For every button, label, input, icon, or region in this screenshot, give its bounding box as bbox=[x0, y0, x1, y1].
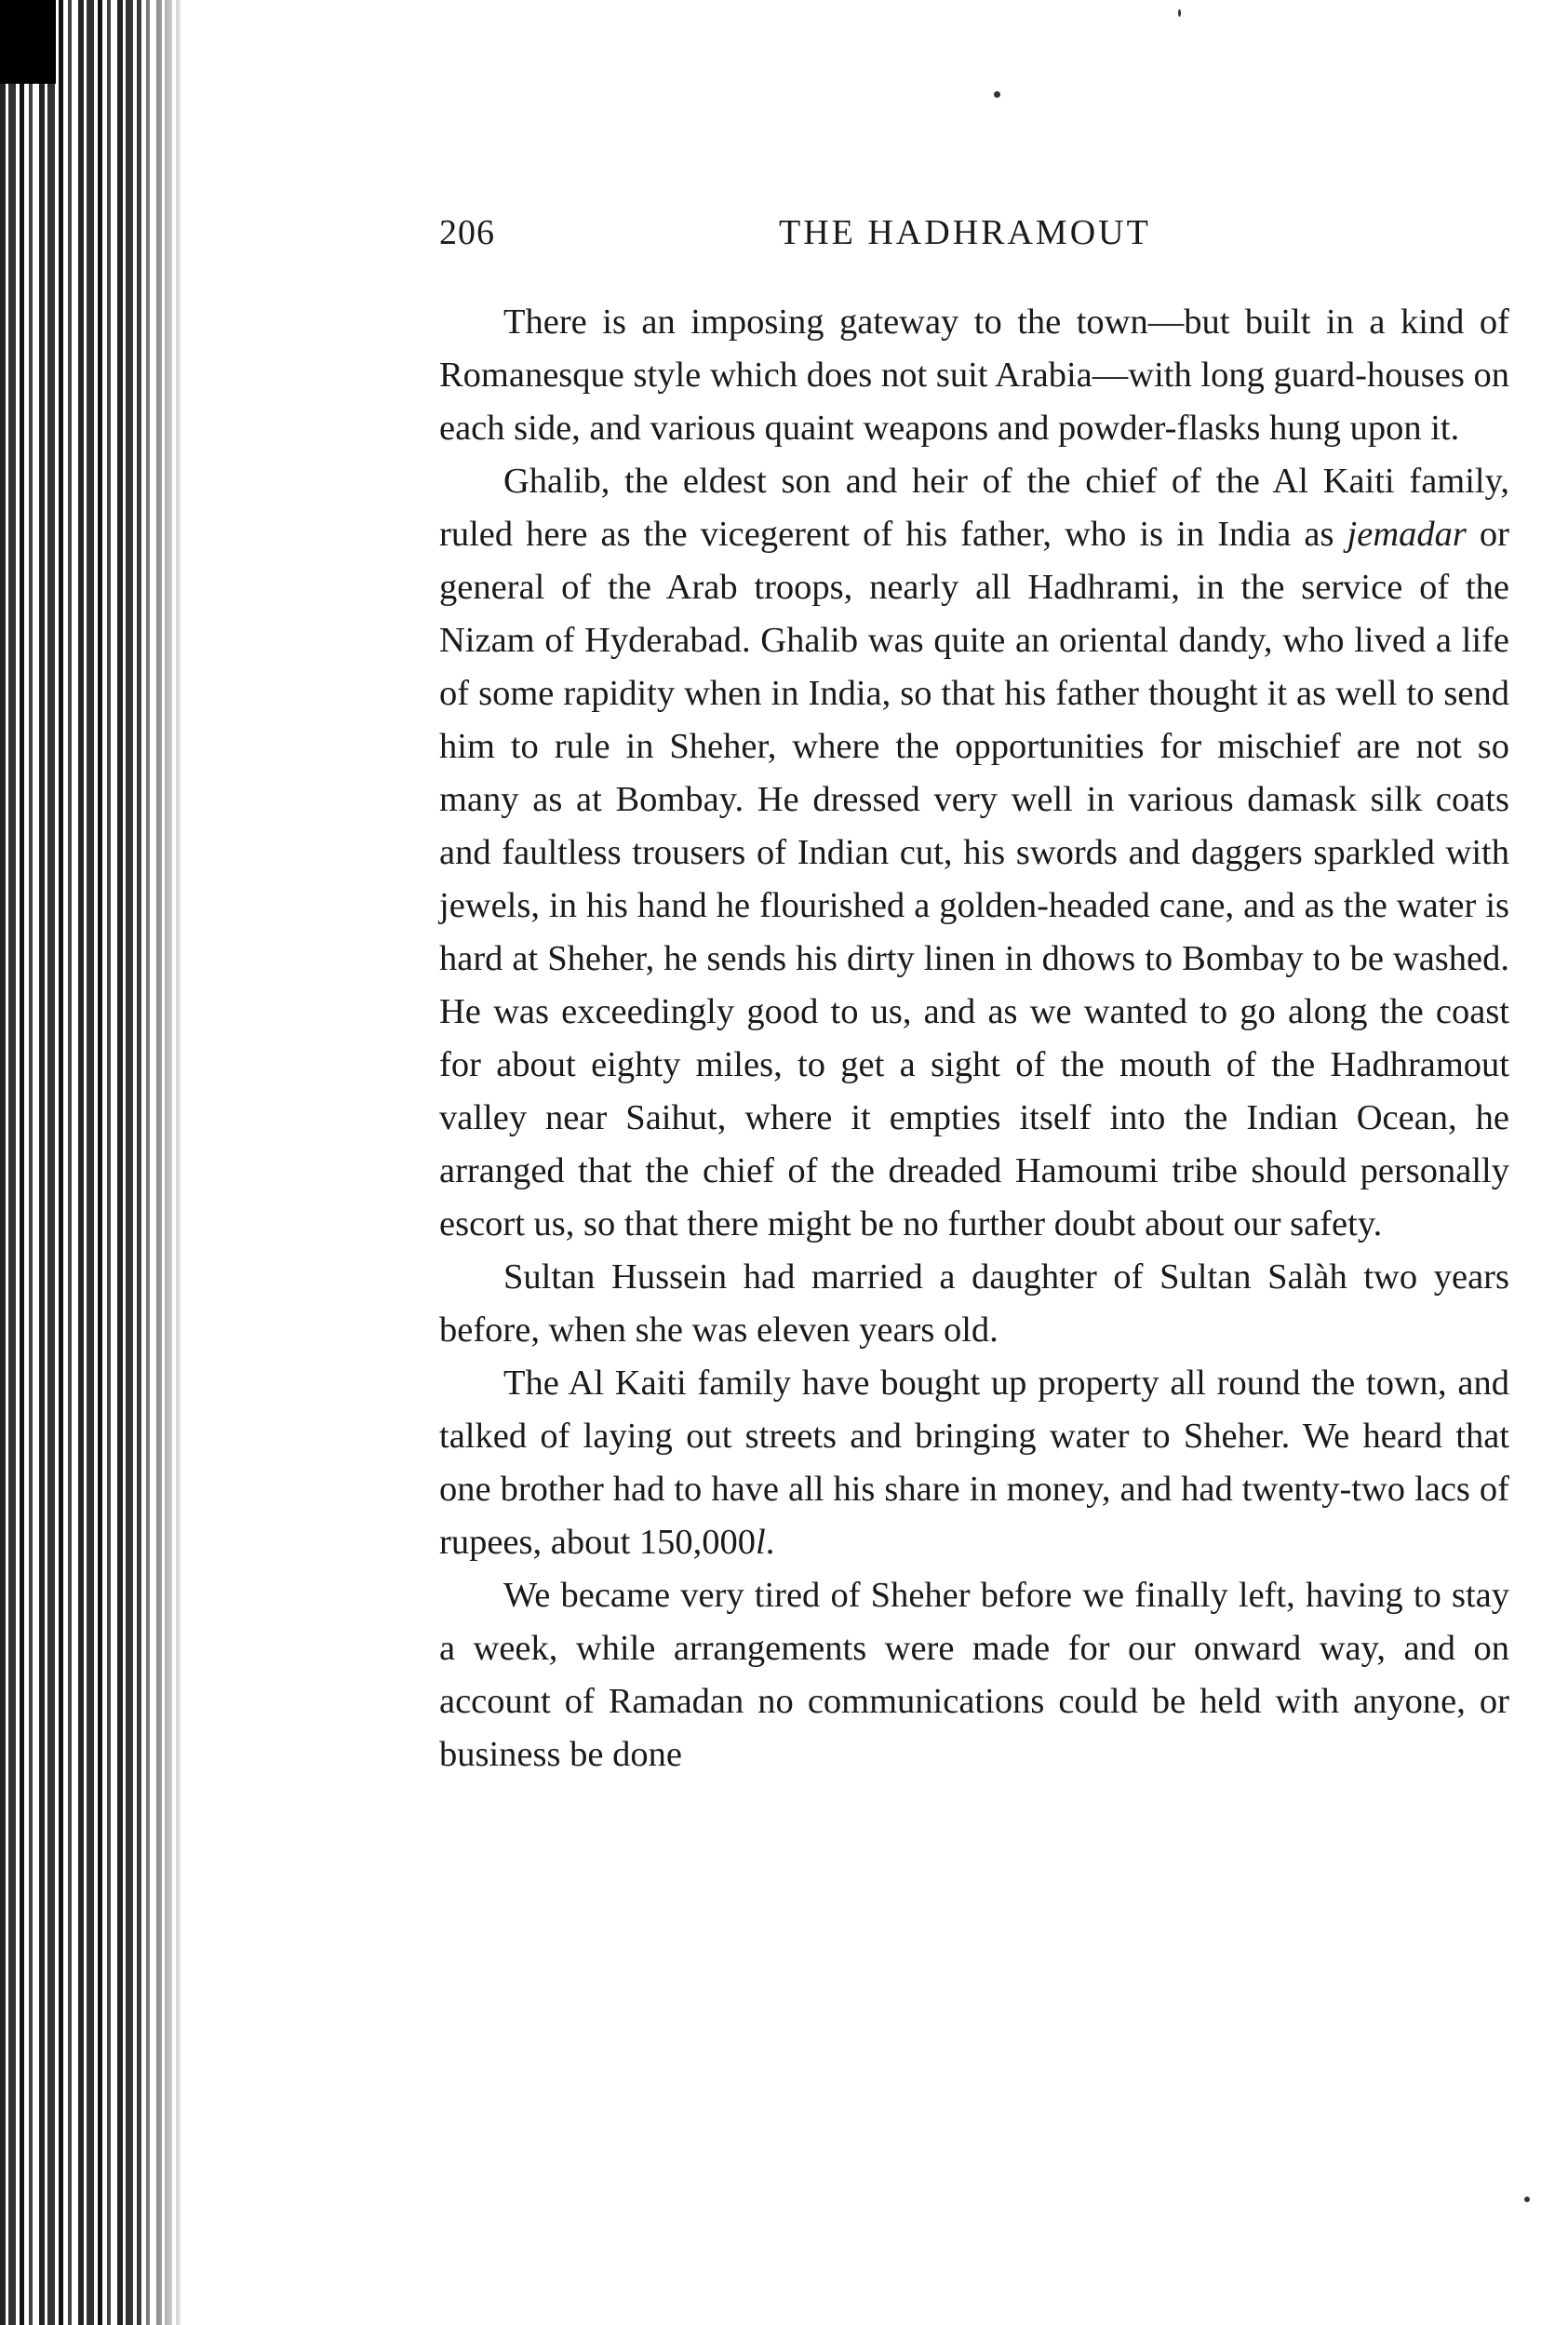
body-text bbox=[439, 296, 1509, 1781]
italic-text: l bbox=[756, 1523, 766, 1562]
italic-text: jemadar bbox=[1347, 515, 1467, 554]
scan-speck bbox=[1178, 9, 1181, 17]
text-segment: The Al Kaiti family have bought up property all round the town, and talked of laying out streets and bringing water to Sheher. We heard that one brother had to have all his share in money, and had twenty-two lacs of rupees, about 150,000 bbox=[439, 1364, 1509, 1562]
scan-speck bbox=[1524, 2197, 1530, 2202]
paragraph bbox=[439, 1251, 1509, 1357]
paragraph bbox=[439, 296, 1509, 455]
scanned-binding-edge bbox=[0, 0, 186, 2325]
page-number: 206 bbox=[439, 213, 495, 252]
text-segment: Ghalib, the eldest son and heir of the chief of the Al Kaiti family, ruled here as the vicegerent of his father, who is in India as bbox=[439, 462, 1509, 554]
text-segment: We became very tired of Sheher before we finally left, having to stay a week, while arrangements were made for our onward way, and on account of Ramadan no communications could be held with anyone, or business be done bbox=[439, 1576, 1509, 1774]
text-segment: or general of the Arab troops, nearly all Hadhrami, in the service of the Nizam of Hyderabad. Ghalib was quite an oriental dandy, who lived a life of some rapidity when in India, so that his father thought it as well to send him to rule in Sheher, where the opportunities for mischief are not so many as at Bombay. He dressed very well in various damask silk coats and faultless trousers of Indian cut, his swords and daggers sparkled with jewels, in his hand he flourished a golden-headed cane, and as the water is hard at Sheher, he sends his dirty linen in dhows to Bombay to be washed. He was exceedingly good to us, and as we wanted to go along the coast for about eighty miles, to get a sight of the mouth of the Hadhramout valley near Saihut, where it empties itself into the Indian Ocean, he arranged that the chief of the dreaded Hamoumi tribe should personally escort us, so that there might be no further doubt about our safety. bbox=[439, 515, 1509, 1243]
binding-shadow bbox=[0, 0, 56, 84]
page-header bbox=[439, 212, 1202, 259]
text-segment: . bbox=[765, 1523, 775, 1562]
paragraph bbox=[439, 1569, 1509, 1781]
text-segment: Sultan Hussein had married a daughter of Sultan Salàh two years before, when she was eleven years old. bbox=[439, 1257, 1509, 1350]
paragraph bbox=[439, 455, 1509, 1251]
running-title: THE HADHRAMOUT bbox=[779, 213, 1151, 252]
text-segment: There is an imposing gateway to the town—but built in a kind of Romanesque style which does not suit Arabia—with long guard-houses on each side, and various quaint weapons and powder-flasks hung upon it. bbox=[439, 302, 1509, 448]
scan-speck bbox=[994, 91, 1000, 98]
paragraph bbox=[439, 1357, 1509, 1569]
